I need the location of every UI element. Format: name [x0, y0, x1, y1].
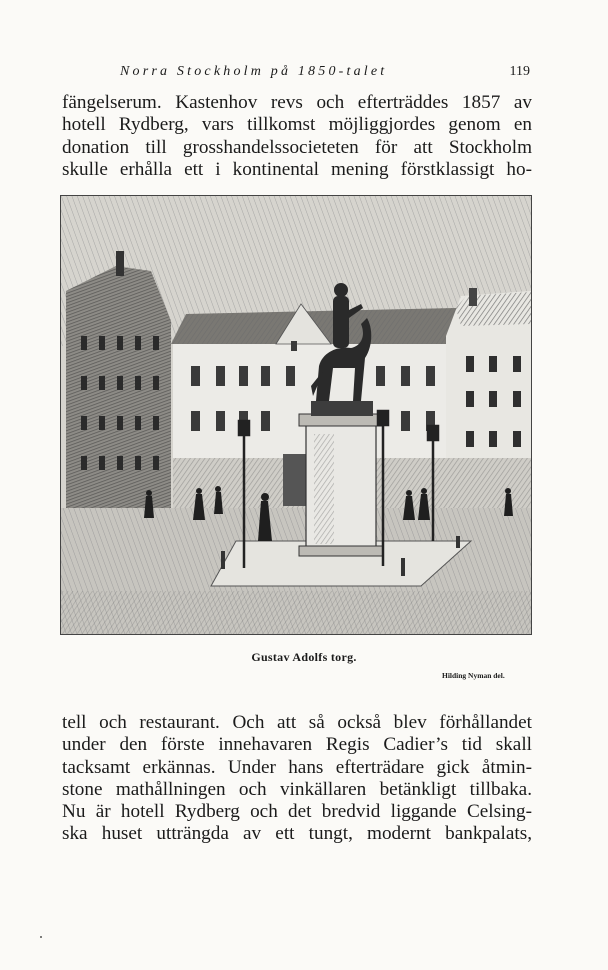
text-line: tell och restaurant. Och att så också blev förhållandet [62, 712, 532, 733]
figure-credit: Hilding Nyman del. [442, 671, 505, 680]
text-line: tacksamt erkännas. Under hans efterträdare gick åtmin- [62, 756, 532, 778]
text-line: donation till grosshandelssocieteten för att Stockholm [62, 136, 532, 158]
paragraph-top [62, 92, 532, 181]
illustration-gustav-adolfs-torg [60, 195, 532, 635]
text-line: stone mathållningen och vinkällaren betänkligt tillbaka. [62, 778, 532, 800]
paper-speck [40, 936, 42, 938]
paragraph-bottom [62, 712, 532, 846]
text-line: under den förste innehavaren Regis Cadier’s tid skall [62, 734, 532, 756]
text-line: Nu är hotell Rydberg och det bredvid liggande Celsing- [62, 801, 532, 823]
text-line: hotell Rydberg, vars tillkomst möjliggjordes genom en [62, 114, 532, 136]
running-head [62, 64, 530, 84]
text-line: skulle erhålla ett i kontinental mening förstklassigt ho- [62, 158, 532, 180]
running-title: Norra Stockholm på 1850-talet [120, 64, 388, 79]
figure-caption: Gustav Adolfs torg. [251, 650, 357, 664]
text-line: ska huset utträngda av ett tungt, modernt bankpalats, [62, 823, 532, 845]
page-number: 119 [509, 64, 530, 79]
text-line: fängelserum. Kastenhov revs och efterträddes 1857 av [62, 92, 532, 113]
